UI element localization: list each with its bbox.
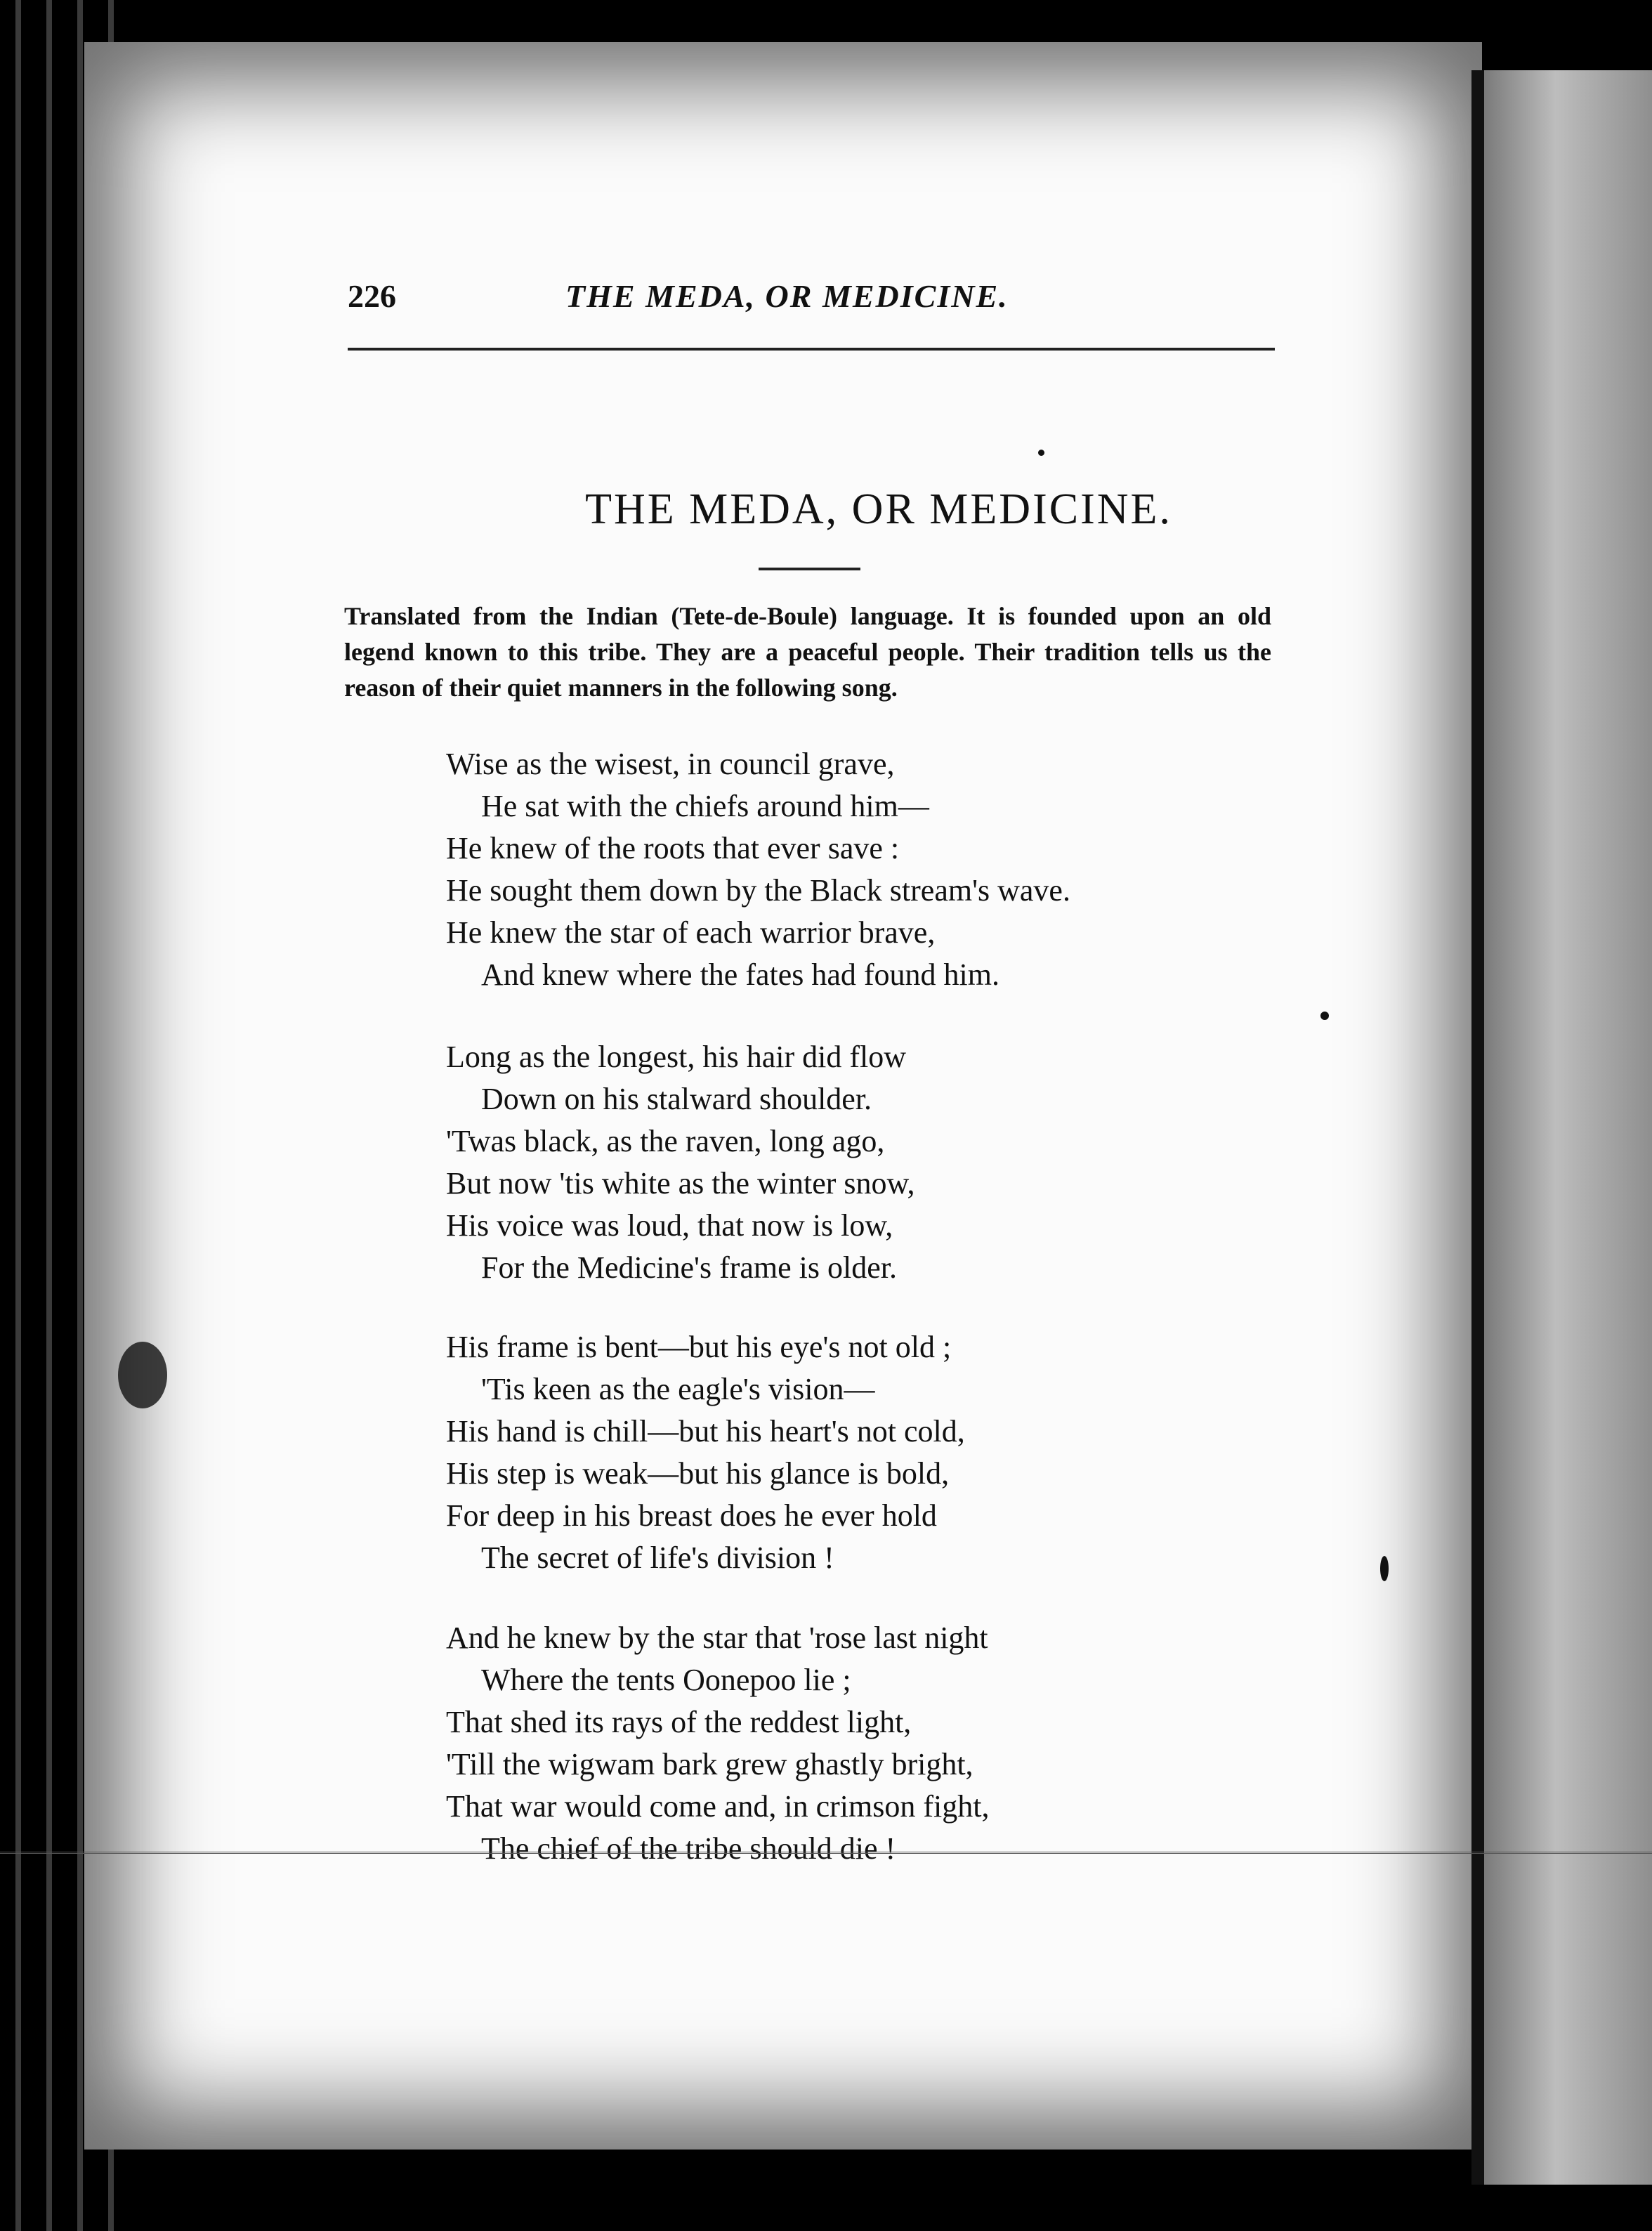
verse-line: And he knew by the star that 'rose last night <box>446 1621 988 1655</box>
stanza <box>446 743 1289 996</box>
verse-line: Where the tents Oonepoo lie ; <box>481 1663 851 1697</box>
title-rule <box>759 568 860 570</box>
verse-line: And knew where the fates had found him. <box>481 957 1000 992</box>
verse-line: 'Till the wigwam bark grew ghastly bright, <box>446 1747 973 1781</box>
verse-line: The secret of life's division ! <box>481 1540 834 1575</box>
verse-line: 'Twas black, as the raven, long ago, <box>446 1124 885 1158</box>
verse-line: He sat with the chiefs around him— <box>481 789 929 823</box>
ink-speck <box>1038 450 1044 456</box>
verse-line: Down on his stalward shoulder. <box>481 1082 872 1116</box>
running-title: THE MEDA, OR MEDICINE. <box>565 278 1009 314</box>
ink-blot <box>118 1342 167 1408</box>
ink-speck <box>1320 1012 1329 1020</box>
verse-line: He sought them down by the Black stream's wave. <box>446 873 1070 908</box>
verse-line: His step is weak—but his glance is bold, <box>446 1456 950 1491</box>
stanza <box>446 1036 1289 1289</box>
scan-line <box>0 1852 1652 1854</box>
page-number: 226 <box>348 278 396 314</box>
verse-line: That shed its rays of the reddest light, <box>446 1705 912 1739</box>
stanza <box>446 1326 1289 1579</box>
facing-page-edge <box>1471 70 1652 2185</box>
verse-line: His voice was loud, that now is low, <box>446 1208 893 1243</box>
running-head <box>348 277 1275 327</box>
verse-line: But now 'tis white as the winter snow, <box>446 1166 915 1200</box>
verse-line: For the Medicine's frame is older. <box>481 1250 898 1285</box>
verse-line: That war would come and, in crimson fight, <box>446 1789 990 1824</box>
verse-line: He knew of the roots that ever save : <box>446 831 900 865</box>
verse-line: 'Tis keen as the eagle's vision— <box>481 1372 875 1406</box>
verse-line: Wise as the wisest, in council grave, <box>446 747 895 781</box>
verse-line: Long as the longest, his hair did flow <box>446 1040 907 1074</box>
intro-paragraph: Translated from the Indian (Tete-de-Boule) language. It is founded upon an old legend known to this tribe. They are a peaceful people. Their tradition tells us the reason of their quiet manners in the following song. <box>344 602 1271 702</box>
verse-line: His frame is bent—but his eye's not old ; <box>446 1330 952 1364</box>
header-rule <box>348 348 1275 351</box>
ink-speck <box>1380 1556 1389 1581</box>
verse-line: The chief of the tribe should die ! <box>481 1831 896 1866</box>
stanza <box>446 1617 1289 1870</box>
verse-line: His hand is chill—but his heart's not cold, <box>446 1414 965 1448</box>
poem-title: THE MEDA, OR MEDICINE. <box>585 485 1172 533</box>
verse-line: He knew the star of each warrior brave, <box>446 915 936 950</box>
verse-line: For deep in his breast does he ever hold <box>446 1498 937 1533</box>
